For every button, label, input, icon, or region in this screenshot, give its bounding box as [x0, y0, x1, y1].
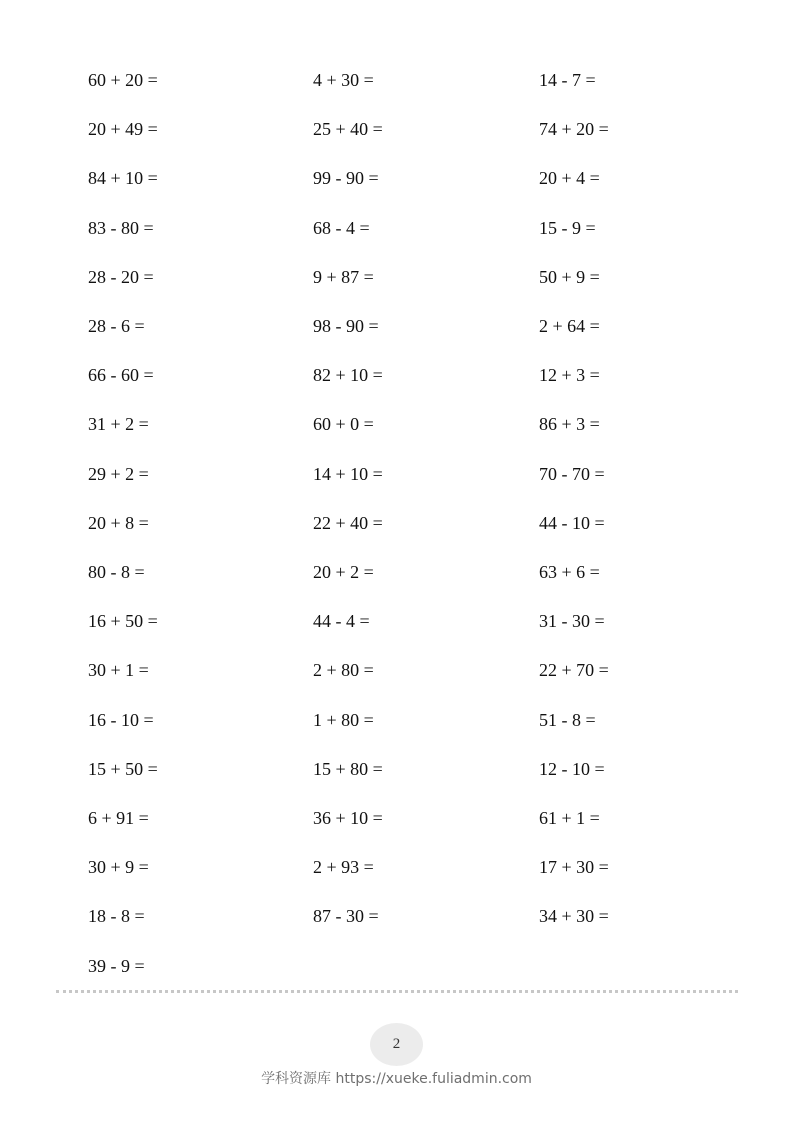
arithmetic-problem: 50 + 9 = — [539, 266, 600, 287]
arithmetic-problem: 1 + 80 = — [313, 709, 374, 730]
arithmetic-problem: 86 + 3 = — [539, 414, 600, 435]
arithmetic-problem: 82 + 10 = — [313, 365, 383, 386]
arithmetic-problem: 29 + 2 = — [88, 463, 149, 484]
arithmetic-problem: 36 + 10 = — [313, 808, 383, 828]
arithmetic-problem: 15 + 80 = — [313, 758, 383, 779]
arithmetic-problem: 2 + 80 = — [313, 660, 374, 681]
page-number-badge: 2 — [370, 1023, 423, 1066]
arithmetic-problem: 74 + 20 = — [539, 119, 609, 140]
arithmetic-problem: 31 + 2 = — [88, 414, 149, 435]
arithmetic-problem-grid — [0, 56, 793, 986]
arithmetic-problem: 99 - 90 = — [313, 168, 379, 189]
arithmetic-problem: 4 + 30 = — [313, 70, 374, 90]
arithmetic-problem: 39 - 9 = — [88, 955, 145, 976]
arithmetic-problem: 25 + 40 = — [313, 119, 383, 140]
arithmetic-problem: 20 + 49 = — [88, 119, 158, 140]
arithmetic-problem: 22 + 40 = — [313, 512, 383, 533]
arithmetic-problem: 30 + 9 = — [88, 857, 149, 878]
arithmetic-problem: 15 + 50 = — [88, 758, 158, 779]
arithmetic-problem: 16 - 10 = — [88, 709, 154, 730]
arithmetic-problem: 44 - 4 = — [313, 611, 370, 632]
arithmetic-problem: 2 + 93 = — [313, 857, 374, 878]
arithmetic-problem: 84 + 10 = — [88, 168, 158, 189]
arithmetic-problem: 14 - 7 = — [539, 70, 596, 90]
arithmetic-problem: 6 + 91 = — [88, 808, 149, 828]
arithmetic-problem: 17 + 30 = — [539, 857, 609, 878]
arithmetic-problem: 31 - 30 = — [539, 611, 605, 632]
arithmetic-problem: 18 - 8 = — [88, 906, 145, 927]
arithmetic-problem: 80 - 8 = — [88, 562, 145, 582]
arithmetic-problem: 15 - 9 = — [539, 217, 596, 238]
arithmetic-problem: 60 + 20 = — [88, 70, 158, 90]
arithmetic-problem: 12 + 3 = — [539, 365, 600, 386]
arithmetic-problem: 20 + 4 = — [539, 168, 600, 189]
arithmetic-problem: 2 + 64 = — [539, 316, 600, 336]
source-footer: 学科资源库 https://xueke.fuliadmin.com — [261, 1071, 532, 1087]
arithmetic-problem: 61 + 1 = — [539, 808, 600, 828]
arithmetic-problem: 44 - 10 = — [539, 512, 605, 533]
dotted-divider — [56, 990, 738, 993]
arithmetic-problem: 51 - 8 = — [539, 709, 596, 730]
arithmetic-problem: 20 + 2 = — [313, 562, 374, 582]
arithmetic-problem: 70 - 70 = — [539, 463, 605, 484]
arithmetic-problem: 60 + 0 = — [313, 414, 374, 435]
arithmetic-problem: 66 - 60 = — [88, 365, 154, 386]
arithmetic-problem: 98 - 90 = — [313, 316, 379, 336]
arithmetic-problem: 20 + 8 = — [88, 512, 149, 533]
arithmetic-problem: 87 - 30 = — [313, 906, 379, 927]
arithmetic-problem: 30 + 1 = — [88, 660, 149, 681]
arithmetic-problem: 28 - 6 = — [88, 316, 145, 336]
arithmetic-problem: 63 + 6 = — [539, 562, 600, 582]
arithmetic-problem: 68 - 4 = — [313, 217, 370, 238]
arithmetic-problem: 34 + 30 = — [539, 906, 609, 927]
arithmetic-problem: 28 - 20 = — [88, 266, 154, 287]
arithmetic-problem: 12 - 10 = — [539, 758, 605, 779]
arithmetic-problem: 83 - 80 = — [88, 217, 154, 238]
arithmetic-problem: 22 + 70 = — [539, 660, 609, 681]
arithmetic-problem: 9 + 87 = — [313, 266, 374, 287]
arithmetic-problem: 16 + 50 = — [88, 611, 158, 632]
arithmetic-problem: 14 + 10 = — [313, 463, 383, 484]
